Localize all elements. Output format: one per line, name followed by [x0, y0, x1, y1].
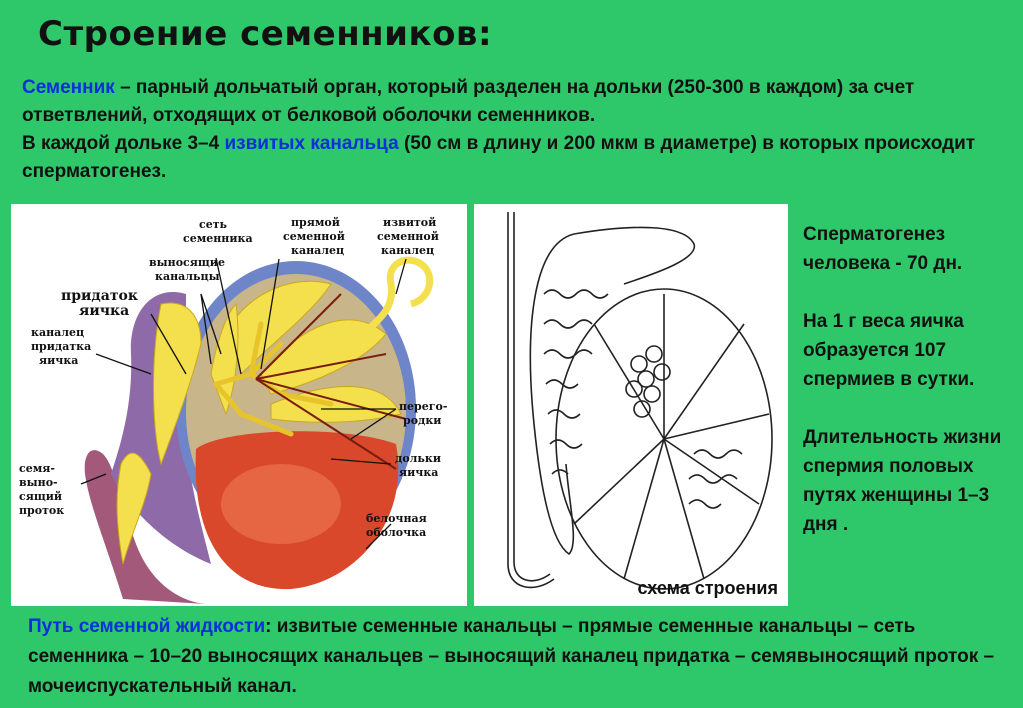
- label-epididymis-2: яичка: [79, 303, 130, 319]
- term-testis: Семенник: [22, 77, 115, 98]
- label-vas-2: выно-: [19, 476, 58, 489]
- label-septa-2: родки: [403, 414, 442, 427]
- label-straight-1: прямой: [291, 216, 340, 229]
- schematic-drawing: [508, 212, 772, 589]
- label-albuginea-2: оболочка: [366, 526, 427, 539]
- testis-schematic-svg: [474, 204, 788, 606]
- label-albuginea-1: белочная: [366, 512, 427, 525]
- label-convoluted-2: семенной: [377, 230, 439, 243]
- intro-text: [22, 74, 1007, 186]
- testis-schematic-figure: [474, 204, 788, 606]
- intro-sentence-2b: (50 см в длину и 200 мкм в диаметре) в которых происходит сперматогенез.: [22, 133, 976, 182]
- label-efferent-1: выносящие: [149, 256, 225, 269]
- label-epididymis-1: придаток: [61, 288, 138, 304]
- term-convoluted-tubules: извитых канальца: [224, 133, 399, 154]
- label-vas-4: проток: [19, 504, 65, 517]
- intro-sentence-1: – парный дольчатый орган, который разделен на дольки (250-300 в каждом) за счет ответвлений, отходящих от белковой оболочки семенников.: [22, 77, 915, 126]
- facts-column: [803, 220, 1013, 568]
- label-efferent-2: канальцы: [155, 270, 220, 283]
- seminal-fluid-path: [28, 612, 1003, 702]
- label-convoluted-3: каналец: [381, 244, 435, 257]
- page-title: Строение семенников:: [38, 14, 493, 54]
- label-lobules-2: яичка: [399, 466, 439, 479]
- label-convoluted-1: извитой: [383, 216, 437, 229]
- label-epid-duct-2: придатка: [31, 340, 92, 353]
- label-epid-duct-3: яичка: [39, 354, 79, 367]
- path-text: : извитые семенные канальцы – прямые семенные канальцы – сеть семенника – 10–20 выносящих канальцев – выносящий каналец придатка – семявыносящий проток – мочеиспускательный канал.: [28, 616, 995, 697]
- fact-spermatogenesis-duration: Сперматогенез человека - 70 дн.: [803, 224, 963, 274]
- path-term: Путь семенной жидкости: [28, 616, 266, 637]
- testis-anatomy-figure: [11, 204, 467, 606]
- label-lobules-1: дольки: [395, 452, 441, 465]
- label-straight-3: каналец: [291, 244, 345, 257]
- highlight-shape: [221, 464, 341, 544]
- testis-anatomy-svg: [11, 204, 467, 606]
- label-straight-2: семенной: [283, 230, 345, 243]
- label-rete-1: сеть: [199, 218, 227, 231]
- label-vas-1: семя-: [19, 462, 55, 475]
- intro-sentence-2a: В каждой дольке 3–4: [22, 133, 225, 154]
- schematic-caption: схема строения: [637, 578, 778, 598]
- schematic-vas: [508, 212, 554, 587]
- label-vas-3: сящий: [19, 490, 63, 503]
- fact-sperm-lifespan: Длительность жизни спермия половых путях женщины 1–3 дня .: [803, 427, 1002, 535]
- label-epid-duct-1: каналец: [31, 326, 85, 339]
- label-septa-1: перего-: [399, 400, 448, 413]
- fact-sperm-production: На 1 г веса яичка образуется 107 спермиев в сутки.: [803, 311, 975, 390]
- label-rete-2: семенника: [183, 232, 253, 245]
